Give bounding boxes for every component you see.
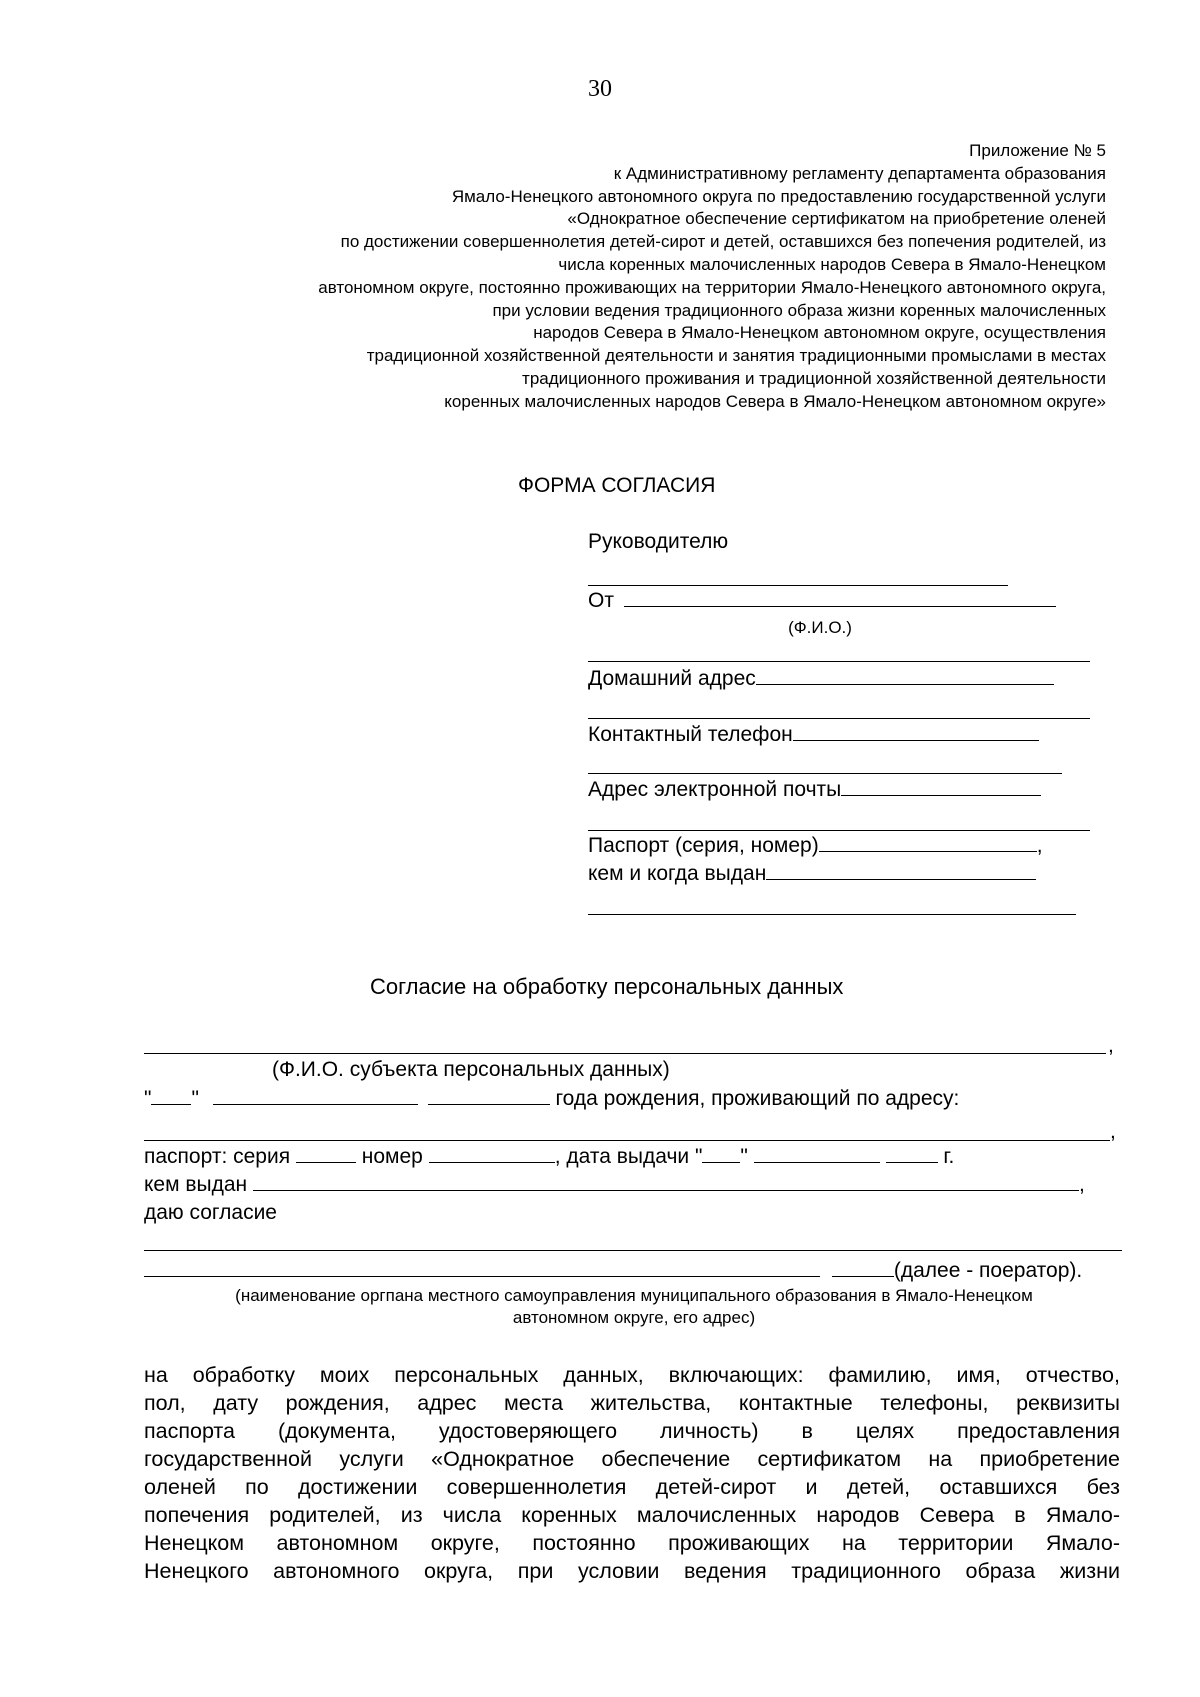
operator-row [144, 1259, 1124, 1283]
phone-label: Контактный телефон [588, 723, 793, 746]
birth-day-line[interactable] [151, 1103, 191, 1105]
fio-caption: (Ф.И.О.) [788, 618, 852, 637]
issued-by-line[interactable] [253, 1189, 1079, 1191]
year-suffix: г. [943, 1145, 955, 1168]
passport-number-line[interactable] [429, 1161, 555, 1163]
appendix-line: при условии ведения традиционного образа жизни коренных малочисленных [492, 300, 1106, 320]
appendix-line: числа коренных малочисленных народов Севера в Ямало-Ненецком [558, 254, 1106, 274]
recipient-to-label: Руководителю [588, 530, 729, 553]
recipient-name-line[interactable] [588, 585, 1008, 586]
passport-label: Паспорт (серия, номер) [588, 834, 819, 857]
passport-comma: , [1036, 834, 1043, 857]
address-line[interactable] [144, 1140, 1110, 1141]
issue-month-line[interactable] [754, 1161, 880, 1163]
consent-paragraph [144, 1361, 1120, 1585]
paragraph-line: государственной услуги «Однократное обеспечение сертификатом на приобретение [144, 1447, 1120, 1471]
appendix-line: автономном округе, постоянно проживающих на территории Ямало-Ненецкого автономного округа, [318, 277, 1106, 297]
appendix-line: к Административному регламенту департамента образования [613, 163, 1106, 183]
paragraph-line: оленей по достижении совершеннолетия детей-сирот и детей, оставшихся без [144, 1475, 1120, 1499]
birth-quote-open: " [144, 1087, 152, 1110]
birth-text: года рождения, проживающий по адресу: [555, 1087, 960, 1110]
phone-row [588, 723, 1039, 747]
appendix-line: традиционного проживания и традиционной хозяйственной деятельности [522, 368, 1106, 388]
appendix-line: по достижении совершеннолетия детей-сирот и детей, оставшихся без попечения родителей, из [340, 232, 1106, 252]
appendix-line: народов Севера в Ямало-Ненецком автономном округе, осуществления [533, 323, 1106, 343]
issue-day-line[interactable] [702, 1161, 740, 1163]
home-address-row [588, 667, 1054, 691]
subject-caption: (Ф.И.О. субъекта персональных данных) [272, 1058, 670, 1081]
page-number: 30 [588, 76, 612, 102]
email-line-top[interactable] [588, 773, 1062, 774]
passport-series-line[interactable] [296, 1161, 356, 1163]
org-line-1[interactable] [144, 1250, 1122, 1251]
issued-by-label: кем выдан [144, 1173, 248, 1196]
appendix-line: Приложение № 5 [969, 141, 1106, 160]
issue-year-line[interactable] [886, 1161, 938, 1163]
paragraph-line: на обработку моих персональных данных, включающих: фамилию, имя, отчество, [144, 1363, 1120, 1387]
from-label: От [588, 589, 614, 612]
birth-month-line[interactable] [213, 1103, 418, 1105]
passport-series-label: паспорт: серия [144, 1145, 291, 1168]
org-line-2[interactable] [144, 1275, 820, 1277]
passport-number-label: номер [361, 1145, 423, 1168]
issued-by-row [144, 1173, 1124, 1197]
appendix-line: «Однократное обеспечение сертификатом на приобретение оленей [567, 209, 1106, 229]
issued-label: кем и когда выдан [588, 862, 767, 885]
issue-date-close: " [740, 1145, 748, 1168]
issued-line[interactable] [766, 878, 1036, 880]
issue-date-label: , дата выдачи " [554, 1145, 703, 1168]
issued-by-comma: , [1079, 1173, 1085, 1196]
paragraph-line: паспорта (документа, удостоверяющего личность) в целях предоставления [144, 1419, 1120, 1443]
issued-row [588, 862, 1036, 886]
phone-line-top[interactable] [588, 718, 1090, 719]
paragraph-line: Ненецкого автономного округа, при условии ведения традиционного образа жизни [144, 1559, 1120, 1583]
paragraph-line: пол, дату рождения, адрес места жительства, контактные телефоны, реквизиты [144, 1391, 1120, 1415]
home-address-line[interactable] [756, 683, 1054, 685]
operator-text: (далее - поератор). [893, 1259, 1083, 1282]
email-row [588, 778, 1041, 802]
consent-heading: Согласие на обработку персональных данных [370, 974, 844, 999]
email-label: Адрес электронной почты [588, 778, 842, 801]
from-row [588, 589, 1056, 613]
subject-fio-line[interactable] [144, 1053, 1106, 1054]
org-caption-line-1: (наименование оргпана местного самоуправления муниципального образования в Ямало-Ненецком [235, 1286, 1033, 1305]
home-address-label: Домашний адрес [588, 667, 756, 690]
email-line[interactable] [841, 794, 1041, 796]
passport-line-top[interactable] [588, 830, 1090, 831]
subject-comma: , [1108, 1034, 1114, 1057]
org-line-3[interactable] [832, 1275, 894, 1277]
passport-details-row [144, 1145, 1124, 1169]
address-comma: , [1110, 1120, 1116, 1143]
phone-line[interactable] [793, 739, 1039, 741]
paragraph-line: Ненецком автономном округе, постоянно проживающих на территории Ямало- [144, 1531, 1120, 1555]
issued-line-bottom[interactable] [588, 914, 1076, 915]
birth-row [144, 1087, 1124, 1111]
appendix-line: традиционной хозяйственной деятельности и занятия традиционными промыслами в местах [366, 346, 1106, 366]
agree-label: даю согласие [144, 1201, 277, 1224]
appendix-line: Ямало-Ненецкого автономного округа по предоставлению государственной услуги [451, 186, 1106, 206]
appendix-header [106, 140, 1106, 414]
passport-line[interactable] [819, 850, 1037, 852]
appendix-line: коренных малочисленных народов Севера в Ямало-Ненецком автономном округе» [444, 391, 1106, 411]
birth-year-line[interactable] [428, 1103, 550, 1105]
passport-row [588, 834, 1043, 858]
address-line-top[interactable] [588, 661, 1090, 662]
birth-quote-close: " [191, 1087, 199, 1110]
paragraph-line: попечения родителей, из числа коренных малочисленных народов Севера в Ямало- [144, 1503, 1120, 1527]
from-fio-line[interactable] [624, 605, 1056, 607]
form-title: ФОРМА СОГЛАСИЯ [518, 474, 716, 497]
org-caption-line-2: автономном округе, его адрес) [512, 1308, 756, 1327]
